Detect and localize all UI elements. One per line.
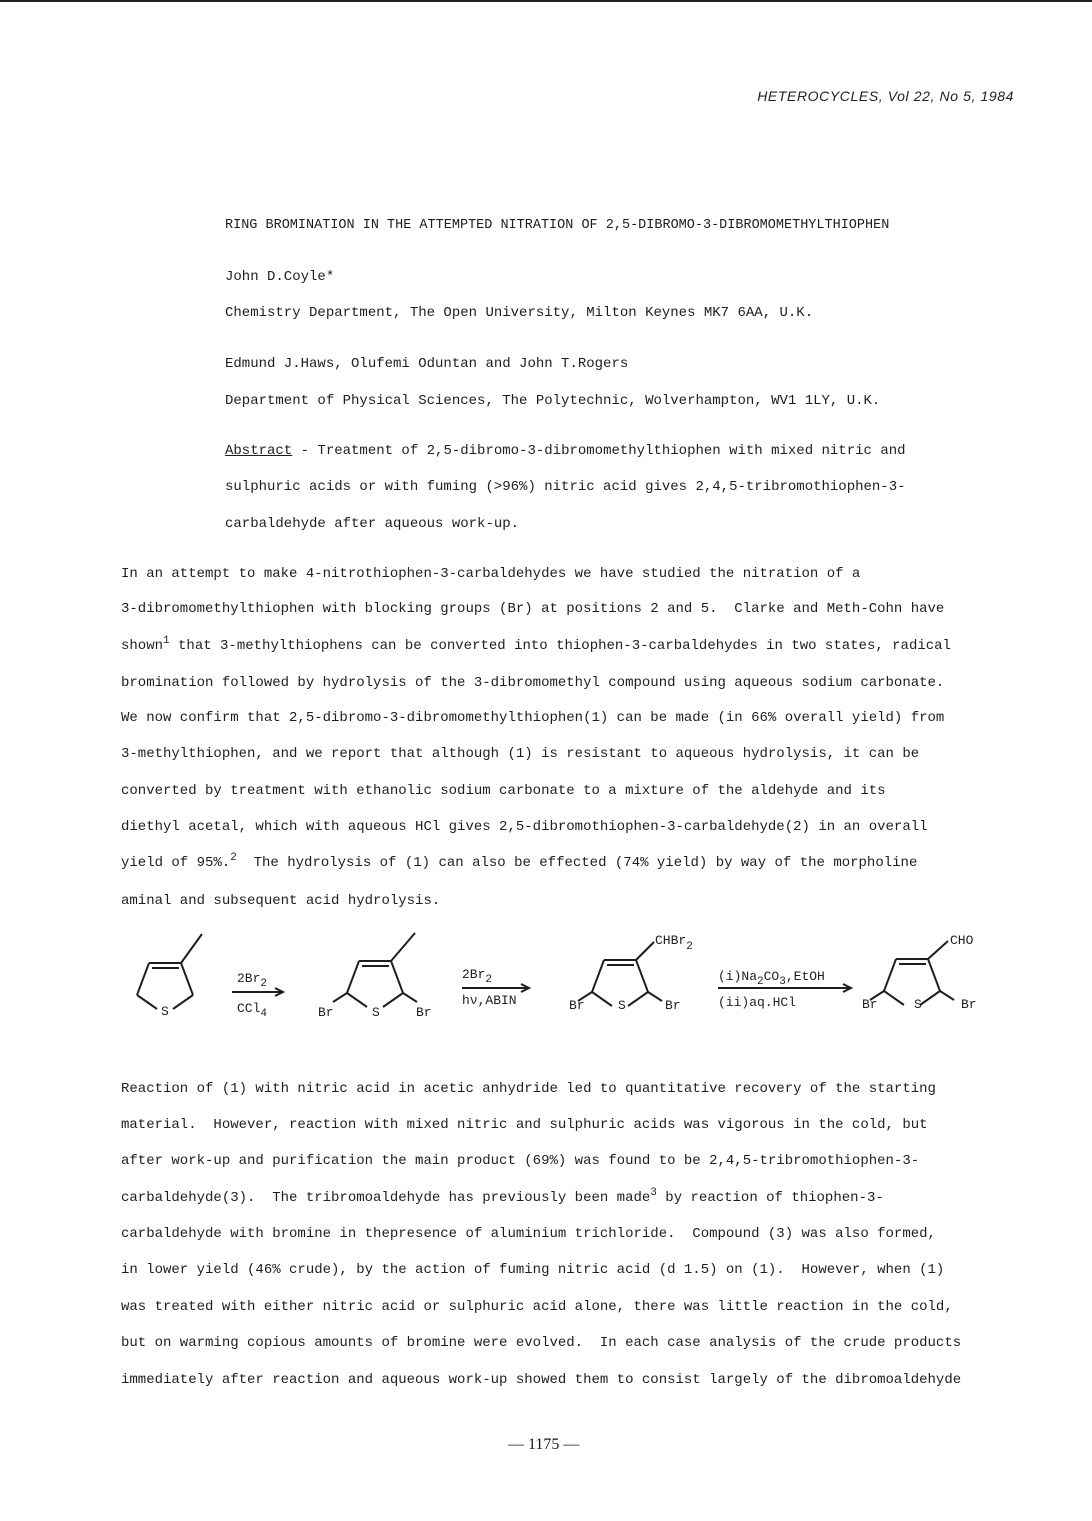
c2-s: S [372,1005,380,1020]
abstract-text-1: - Treatment of 2,5-dibromo-3-dibromomethylthiophen with mixed nitric and [292,443,906,459]
para1-line-1: In an attempt to make 4-nitrothiophen-3-carbaldehydes we have studied the nitration of a [121,566,861,582]
c3-substituent: CHBr$_2$ [655,933,693,953]
para1-line-9 [121,852,918,871]
para2-line-4a: carbaldehyde(3). The tribromoaldehyde has previously been made [121,1190,651,1206]
abstract-line-1 [225,443,906,459]
c4-br-left: Br [862,997,878,1012]
para1-line-6: 3-methylthiophen, and we report that although (1) is resistant to aqueous hydrolysis, it can be [121,746,920,762]
c3-br-right: Br [665,998,681,1013]
reaction-scheme [110,926,1000,1036]
c2-br-left: Br [318,1005,334,1020]
scheme-s-1: S [161,1004,169,1019]
affiliation-1: Chemistry Department, The Open University, Milton Keynes MK7 6AA, U.K. [225,305,814,321]
step3-reagent: $(i)Na_2CO_3,EtOH$ [718,969,825,988]
step2-conditions: hν,ABIN [462,993,517,1008]
author-line-1: John D.Coyle* [225,269,335,285]
compound-1 [578,942,662,1006]
para2-line-2: material. However, reaction with mixed nitric and sulphuric acids was vigorous in the cold, but [121,1117,928,1133]
step1-reagent: $2Br_2$ [237,971,268,990]
step2-reagent: $2Br_2$ [462,967,493,986]
para1-line-8: diethyl acetal, which with aqueous HCl gives 2,5-dibromothiophen-3-carbaldehyde(2) in an overall [121,819,928,835]
compound-2 [870,941,954,1005]
journal-header: HETEROCYCLES, Vol 22, No 5, 1984 [757,88,1014,104]
paper-title: RING BROMINATION IN THE ATTEMPTED NITRATION OF 2,5-DIBROMO-3-DIBROMOMETHYLTHIOPHEN [225,218,890,233]
para2-line-8: but on warming copious amounts of bromine were evolved. In each case analysis of the crude products [121,1335,962,1351]
para1-line-5: We now confirm that 2,5-dibromo-3-dibromomethylthiophen(1) can be made (in 66% overall yield) from [121,710,945,726]
para2-line-3: after work-up and purification the main product (69%) was found to be 2,4,5-tribromothiophen-3- [121,1153,920,1169]
para1-line-3b: that 3-methylthiophens can be converted into thiophen-3-carbaldehydes in two states, radical [169,638,951,654]
para2-line-4b: by reaction of thiophen-3- [656,1190,884,1206]
para2-line-5: carbaldehyde with bromine in thepresence of aluminium trichloride. Compound (3) was also formed, [121,1226,936,1242]
reference-1: 1 [163,635,170,647]
reference-2: 2 [230,852,237,864]
para2-line-9: immediately after reaction and aqueous work-up showed them to consist largely of the dibromoaldehyde [121,1372,962,1388]
compound-dibromomethylthiophen [333,933,417,1007]
para1-line-7: converted by treatment with ethanolic sodium carbonate to a mixture of the aldehyde and its [121,783,886,799]
para1-line-3 [121,635,951,654]
author-line-2: Edmund J.Haws, Olufemi Oduntan and John T.Rogers [225,356,629,372]
step3-workup: (ii)aq.HCl [718,995,797,1010]
c3-br-left: Br [569,998,585,1013]
c4-br-right: Br [961,997,977,1012]
para1-line-9a: yield of 95%. [121,855,231,871]
para2-line-6: in lower yield (46% crude), by the action of fuming nitric acid (d 1.5) on (1). However, when (1) [121,1262,945,1278]
c4-s: S [914,997,922,1012]
abstract-label: Abstract [225,443,293,459]
para1-line-4: bromination followed by hydrolysis of the 3-dibromomethyl compound using aqueous sodium carbonate. [121,675,945,691]
affiliation-2: Department of Physical Sciences, The Polytechnic, Wolverhampton, WV1 1LY, U.K. [225,393,881,409]
c3-s: S [618,998,626,1013]
abstract-line-3: carbaldehyde after aqueous work-up. [225,516,520,532]
para1-line-9b: The hydrolysis of (1) can also be effected (74% yield) by way of the morpholine [236,855,918,871]
para2-line-1: Reaction of (1) with nitric acid in acetic anhydride led to quantitative recovery of the starting [121,1081,936,1097]
abstract-line-2: sulphuric acids or with fuming (>96%) nitric acid gives 2,4,5-tribromothiophen-3- [225,479,906,495]
top-rule [0,0,1092,2]
c4-substituent: CHO [950,933,974,948]
c2-br-right: Br [416,1005,432,1020]
compound-3-methylthiophen [137,934,202,1009]
para1-line-2: 3-dibromomethylthiophen with blocking groups (Br) at positions 2 and 5. Clarke and Meth-Cohn have [121,601,945,617]
step1-solvent: CCl$_4$ [237,1001,268,1020]
para1-line-3a: shown [121,638,164,654]
para1-line-10: aminal and subsequent acid hydrolysis. [121,893,441,909]
para2-line-4 [121,1187,884,1206]
reference-3: 3 [650,1187,657,1199]
page-number: — 1175 — [508,1436,580,1453]
para2-line-7: was treated with either nitric acid or sulphuric acid alone, there was little reaction in the cold, [121,1299,953,1315]
